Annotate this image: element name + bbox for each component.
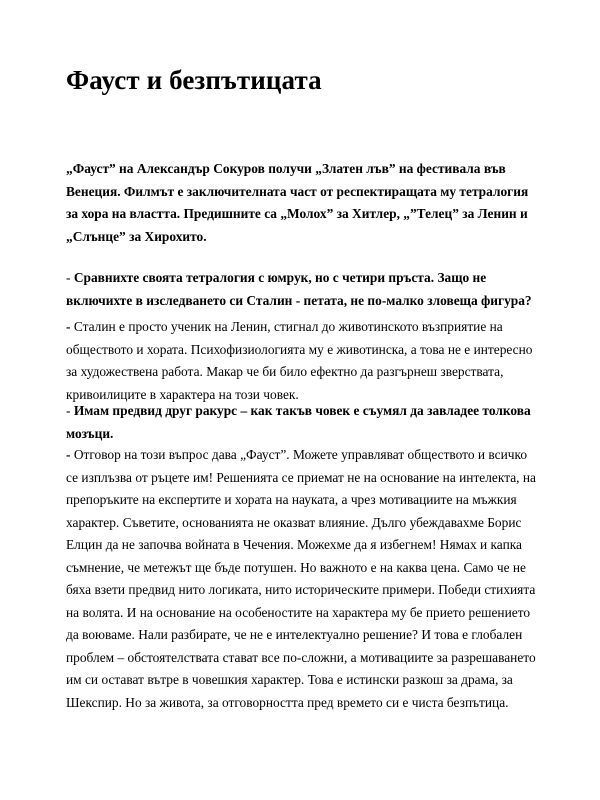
answer-dash: - [66, 319, 71, 334]
article-lead: „Фауст” на Александър Сокуров получи „Златен лъв” на фестивала във Венеция. Филмът е заключителната част от респектиращата му тетралогия за хора на властта. Предишните са „Молох” за Хитлер, „”Телец” за Ленин и „Слънце” за Хирохито. [66, 161, 529, 244]
answer-1 [66, 316, 536, 406]
question-dash: - [66, 403, 71, 418]
question-2 [66, 400, 536, 445]
question-2-text: Имам предвид друг ракурс – как такъв човек е съумял да завладее толкова мозъци. [66, 403, 531, 441]
answer-2-text: Отговор на този въпрос дава „Фауст”. Можете управляват обществото и всичко се изплъзва от ръцете им! Решенията се приемат не на основание на интелекта, на препоръките на експертите и хората на науката, а чрез мотивациите на мъжкия характер. Съветите, основанията не оказват влияние. Дълго убеждавахме Борис Елцин да не започва войната в Чечения. Можехме да я избегнем! Нямах и капка съмнение, че метежът ще бъде потушен. Но важното е на каква цена. Само че не бяха взети предвид нито логиката, нито историческите примери. Победи стихията на волята. И на основание на особеностите на характера му бе прието решението да воюваме. Нали разбирате, че не е интелектуално решение? И това е глобален проблем – обстоятелствата стават все по-сложни, а мотивациите за разрешаването им си остават вътре в човешкия характер. Това е истински разкош за драма, за Шекспир. Но за живота, за отговорността пред времето си е чиста безпътица. [66, 447, 536, 710]
question-1-text: Сравнихте своята тетралогия с юмрук, но с четири пръста. Защо не включихте в изследването си Сталин - петата, не по-малко зловеща фигура? [66, 270, 532, 308]
question-1 [66, 267, 536, 312]
answer-dash: - [66, 447, 71, 462]
answer-2 [66, 444, 536, 714]
question-dash: - [66, 270, 71, 285]
answer-1-text: Сталин е просто ученик на Ленин, стигнал до животинското възприятие на обществото и хората. Психофизиологията му е животинска, а това не е интересно за художествена работа. Макар че би било ефектно да разгърнеш зверствата, кривоилиците в характера на този човек. [66, 319, 533, 402]
article-title: Фауст и безпътицата [66, 65, 322, 95]
